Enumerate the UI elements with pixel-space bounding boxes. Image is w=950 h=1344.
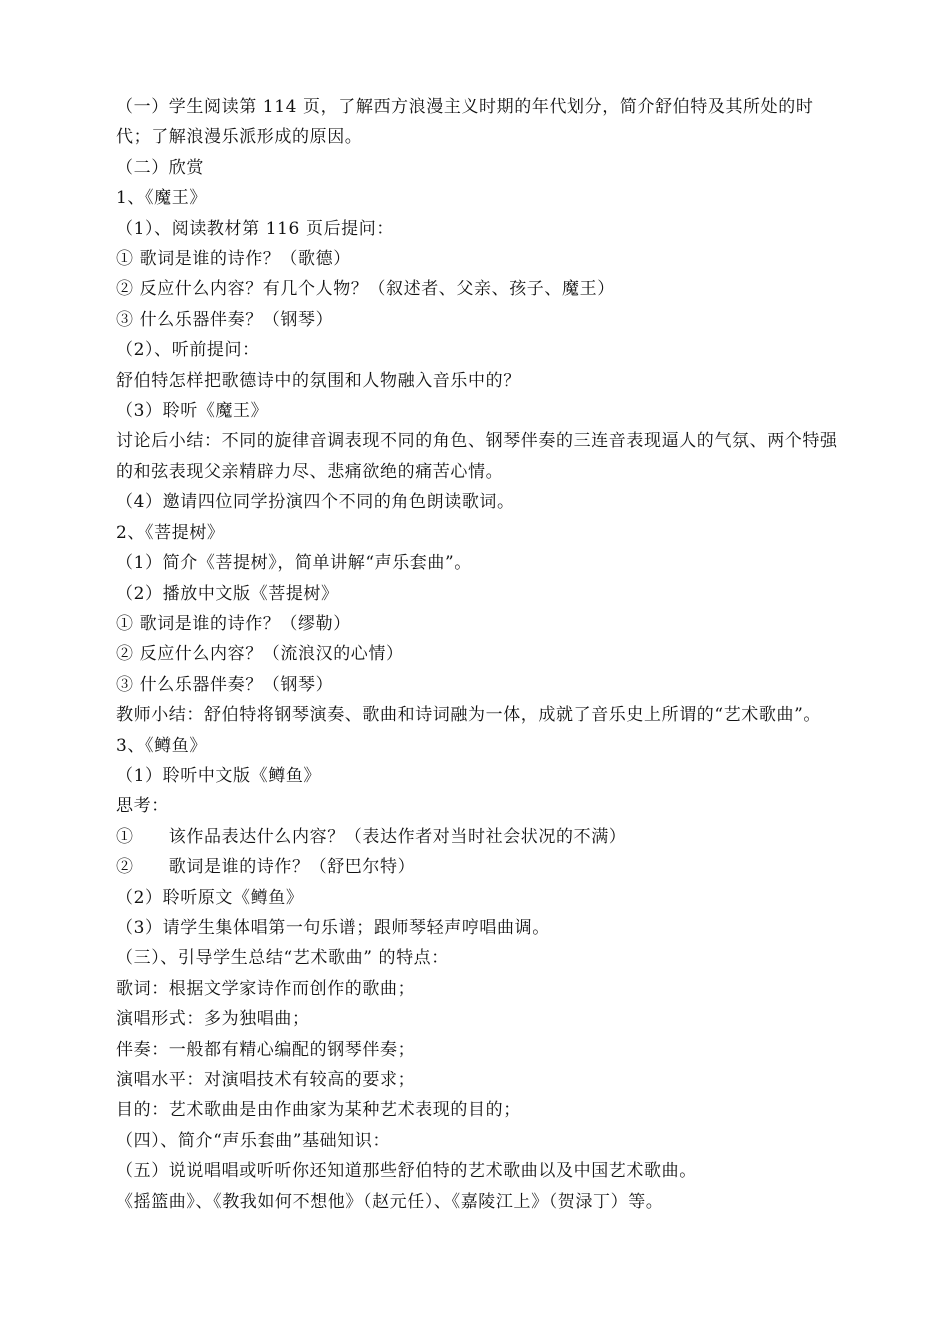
question-lyricist: ① 歌词是谁的诗作？（歌德） bbox=[116, 249, 351, 270]
feature-singing-level: 演唱水平：对演唱技术有较高的要求； bbox=[116, 1070, 416, 1090]
document-body bbox=[116, 92, 846, 1217]
teacher-summary: 教师小结：舒伯特将钢琴演奏、歌曲和诗词融为一体，成就了音乐史上所谓的“艺术歌曲”。 bbox=[116, 705, 821, 726]
examples-chinese-art-songs: 《摇篮曲》、《教我如何不想他》（赵元任）、《嘉陵江上》（贺渌丁）等。 bbox=[116, 1191, 664, 1212]
feature-lyrics: 歌词：根据文学家诗作而创作的歌曲； bbox=[116, 978, 416, 999]
question-content-characters: ② 反应什么内容？有几个人物？（叙述者、父亲、孩子、魔王） bbox=[116, 279, 615, 300]
step-listen-erlkonig: （3）聆听《魔王》 bbox=[116, 401, 269, 422]
song-heading-erlkonig: 1、《魔王》 bbox=[116, 188, 207, 209]
section-heading-appreciation: （二）欣赏 bbox=[116, 157, 204, 178]
step-listen-chinese-trout: （1）聆听中文版《鳟鱼》 bbox=[116, 765, 322, 786]
song-heading-trout: 3、《鳟鱼》 bbox=[116, 735, 207, 756]
question-content-2: ② 反应什么内容？（流浪汉的心情） bbox=[116, 644, 404, 665]
question-trout-lyricist: ② 歌词是谁的诗作？（舒巴尔特） bbox=[116, 857, 416, 878]
question-trout-content: ① 该作品表达什么内容？（表达作者对当时社会状况的不满） bbox=[116, 826, 627, 847]
question-accompaniment-2: ③ 什么乐器伴奏？（钢琴） bbox=[116, 674, 334, 695]
feature-purpose: 目的：艺术歌曲是由作曲家为某种艺术表现的目的； bbox=[116, 1100, 521, 1121]
pre-listening-question: 舒伯特怎样把歌德诗中的氛围和人物融入音乐中的？ bbox=[116, 370, 521, 391]
song-heading-lindenbaum: 2、《菩提树》 bbox=[116, 522, 225, 543]
step-sing-along: （3）请学生集体唱第一句乐谱；跟师琴轻声哼唱曲调。 bbox=[116, 917, 550, 938]
section-heading-discussion: （五）说说唱唱或听听你还知道那些舒伯特的艺术歌曲以及中国艺术歌曲。 bbox=[116, 1161, 697, 1182]
question-accompaniment: ③ 什么乐器伴奏？（钢琴） bbox=[116, 309, 334, 330]
step-read-textbook: （1）、阅读教材第 116 页后提问： bbox=[116, 218, 394, 239]
question-lyricist-2: ① 歌词是谁的诗作？（缪勒） bbox=[116, 613, 351, 634]
section-heading-song-cycle: （四）、简介“声乐套曲”基础知识： bbox=[116, 1130, 391, 1151]
step-intro-song-cycle: （1）简介《菩提树》，简单讲解“声乐套曲”。 bbox=[116, 553, 472, 574]
think-label: 思考： bbox=[116, 796, 169, 817]
feature-accompaniment: 伴奏：一般都有精心编配的钢琴伴奏； bbox=[116, 1039, 416, 1060]
feature-performance-form: 演唱形式：多为独唱曲； bbox=[116, 1009, 310, 1030]
paragraph-intro: （一）学生阅读第 114 页，了解西方浪漫主义时期的年代划分，简介舒伯特及其所处的时代；了解浪漫乐派形成的原因。 bbox=[116, 97, 814, 148]
section-heading-art-song-features: （三）、引导学生总结“艺术歌曲” 的特点： bbox=[116, 948, 449, 969]
step-role-reading: （4）邀请四位同学扮演四个不同的角色朗读歌词。 bbox=[116, 492, 515, 513]
step-pre-listening: （2）、听前提问： bbox=[116, 340, 260, 361]
step-listen-original-trout: （2）聆听原文《鳟鱼》 bbox=[116, 887, 304, 908]
step-play-chinese-version: （2）播放中文版《菩提树》 bbox=[116, 583, 339, 604]
discussion-summary: 讨论后小结：不同的旋律音调表现不同的角色、钢琴伴奏的三连音表现逼人的气氛、两个特强的和弦表现父亲精辟力尽、悲痛欲绝的痛苦心情。 bbox=[116, 431, 838, 482]
